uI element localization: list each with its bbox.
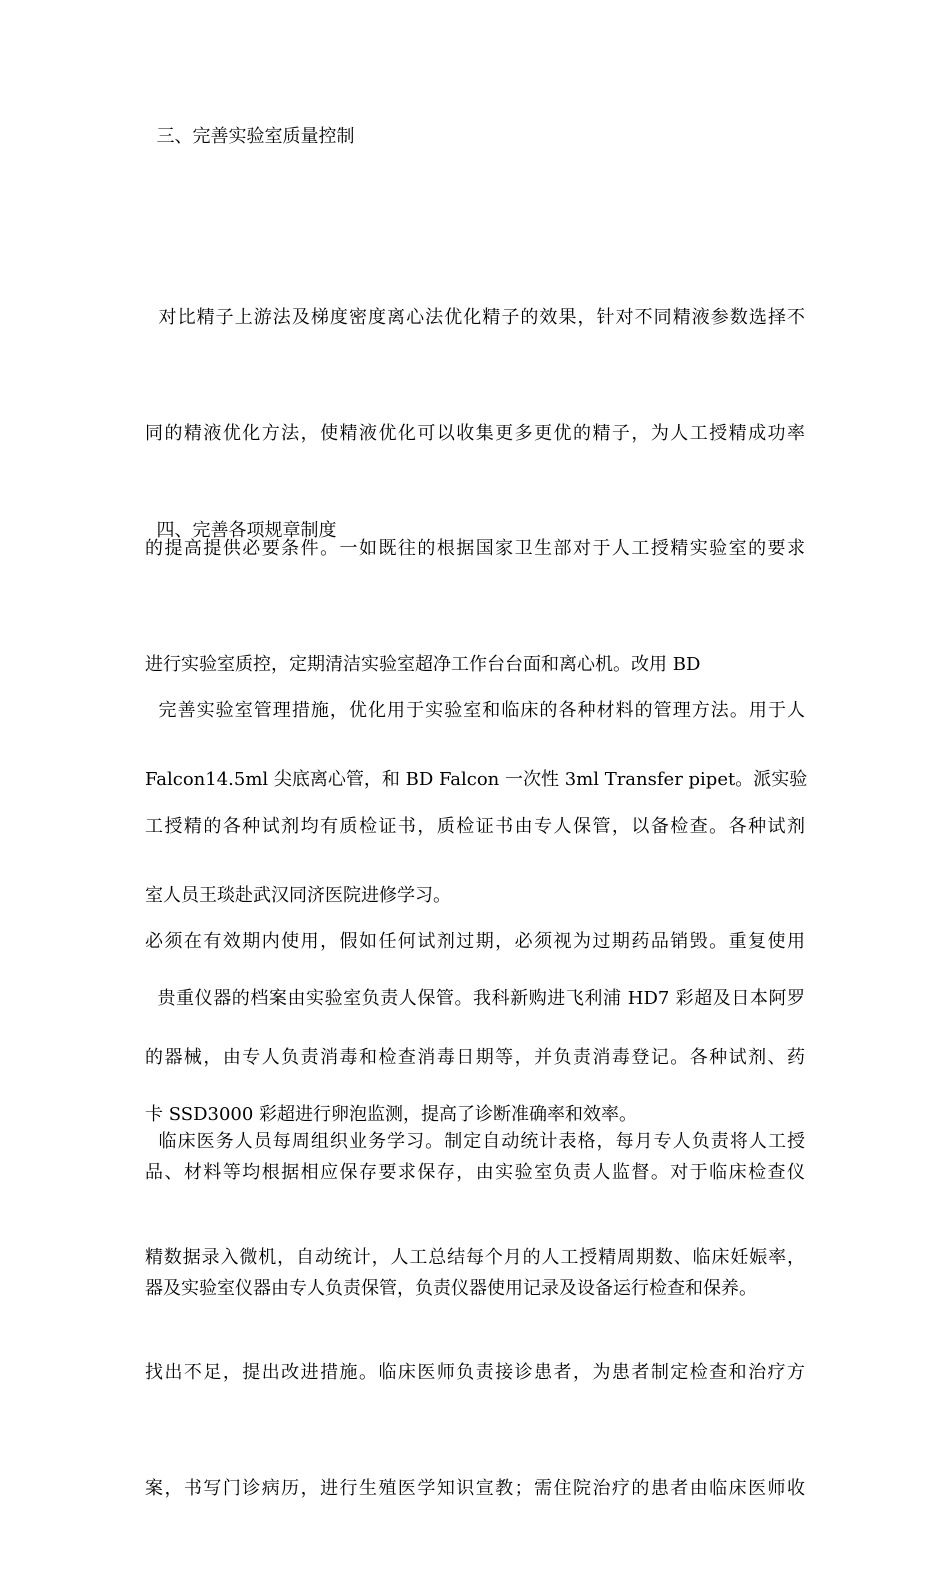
paragraph-line: 案，书写门诊病历，进行生殖医学知识宣教；需住院治疗的患者由临床医师收 (145, 1477, 805, 1499)
paragraph-line: 工授精的各种试剂均有质检证书，质检证书由专人保管，以备检查。各种试剂 (145, 815, 805, 837)
paragraph-line: 必须在有效期内使用，假如任何试剂过期，必须视为过期药品销毁。重复使用 (145, 931, 805, 952)
paragraph-line: 对比精子上游法及梯度密度离心法优化精子的效果，针对不同精液参数选择不 (145, 307, 805, 328)
paragraph-line: 的器械，由专人负责消毒和检查消毒日期等，并负责消毒登记。各种试剂、药 (145, 1046, 805, 1068)
paragraph-line: 找出不足，提出改进措施。临床医师负责接诊患者，为患者制定检查和治疗方 (145, 1362, 805, 1383)
paragraph-line: 临床医务人员每周组织业务学习。制定自动统计表格，每月专人负责将人工授 (145, 1131, 805, 1152)
paragraph-line: 进行实验室质控，定期清洁实验室超净工作台台面和离心机。改用 BD (145, 653, 701, 675)
paragraph-line: 精数据录入微机，自动统计，人工总结每个月的人工授精周期数、临床妊娠率， (145, 1246, 805, 1268)
section-heading-3: 三、完善实验室质量控制 (145, 126, 355, 147)
paragraph-line: 的提高提供必要条件。一如既往的根据国家卫生部对于人工授精实验室的要求 (145, 538, 805, 559)
paragraph-line: 贵重仪器的档案由实验室负责人保管。我科新购进飞利浦 HD7 彩超及日本阿罗 (145, 988, 805, 1009)
paragraph-line: 同的精液优化方法，使精液优化可以收集更多更优的精子，为人工授精成功率 (145, 422, 805, 444)
paragraph-clinical-staff (145, 1046, 805, 1585)
paragraph-line: 完善实验室管理措施，优化用于实验室和临床的各种材料的管理方法。用于人 (145, 700, 805, 721)
paragraph-line: 品、材料等均根据相应保存要求保存，由实验室负责人监督。对于临床检查仪 (145, 1162, 805, 1183)
paragraph-line: 室人员王琰赴武汉同济医院进修学习。 (145, 884, 451, 906)
paragraph-line: 卡 SSD3000 彩超进行卵泡监测，提高了诊断准确率和效率。 (145, 1103, 638, 1125)
paragraph-line: 器及实验室仪器由专人负责保管，负责仪器使用记录及设备运行检查和保养。 (145, 1277, 757, 1299)
section-heading-4: 四、完善各项规章制度 (145, 520, 337, 541)
paragraph-line: Falcon14.5ml 尖底离心管，和 BD Falcon 一次性 3ml Transfer pipet。派实验 (145, 769, 808, 790)
